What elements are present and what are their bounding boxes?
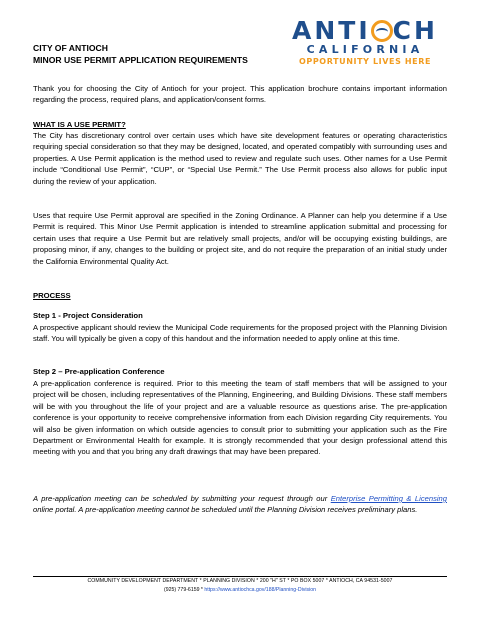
logo-tagline: OPPORTUNITY LIVES HERE	[298, 57, 432, 66]
footer-contact: (925) 779-6159 * https://www.antiochca.gov/188/Planning-Division	[164, 587, 316, 593]
document-header	[33, 42, 248, 66]
intro-paragraph: Thank you for choosing the City of Antioch for your project. This application brochure contains important information regarding the process, required plans, and application/consent forms.	[33, 84, 447, 105]
step1-paragraph: A prospective applicant should review the Municipal Code requirements for the proposed project with the Planning Division staff. You will typically be given a copy of this handout and the information needed to apply online at this time.	[33, 323, 447, 344]
pre-application-note: A pre-application meeting can be scheduled by submitting your request through our Enterprise Permitting & Licensing online portal. A pre-application meeting cannot be scheduled until the Planning Division receives preliminary plans.	[33, 494, 447, 515]
what-is-heading: WHAT IS A USE PERMIT?	[33, 120, 126, 129]
footer-divider	[33, 576, 447, 577]
enterprise-permitting-link[interactable]: Enterprise Permitting & Licensing	[330, 494, 447, 503]
step2-heading: Step 2 – Pre-application Conference	[33, 367, 165, 376]
antioch-logo	[290, 17, 440, 77]
what-is-paragraph-2: Uses that require Use Permit approval are specified in the Zoning Ordinance. A Planner can help you determine if a Use Permit is required. This Minor Use Permit application is intended to streamline application submittal and processing for certain uses that require a Use Permit but are relatively small projects, and/or will be occupying existing buildings, are proposing minor, if any, changes to the building or project site, and do not require the preparation of an initial study under the California Environmental Quality Act.	[33, 211, 447, 266]
logo-california: CALIFORNIA	[306, 43, 424, 56]
header-title: MINOR USE PERMIT APPLICATION REQUIREMENTS	[33, 55, 248, 65]
step1-heading: Step 1 - Project Consideration	[33, 311, 143, 320]
logo-o-icon	[371, 20, 393, 42]
logo-wordmark: ANTI CH	[292, 16, 438, 45]
planning-division-url[interactable]: https://www.antiochca.gov/188/Planning-Division	[204, 587, 316, 593]
what-is-paragraph-1: The City has discretionary control over certain uses which have site development features or operating characteristics requiring special consideration so that they may be designed, located, and operated compatibly with surrounding uses and properties. A Use Permit application is the method used to review and regulate such uses. Other names for a Use Permit include “Conditional Use Permit”, “CUP”, or “Special Use Permit.” The Use Permit process also allows for public input during the review of your application.	[33, 131, 447, 186]
process-heading: PROCESS	[33, 291, 71, 300]
footer-address: COMMUNITY DEVELOPMENT DEPARTMENT * PLANNING DIVISION * 200 "H" ST * PO BOX 5007 * ANTIOCH, CA 94531-5007	[87, 578, 393, 584]
step2-paragraph: A pre-application conference is required. Prior to this meeting the team of staff members that will be assigned to your project will be chosen, including representatives of the Planning, Engineering, and Building Divisions. These staff members will be with you throughout the life of your project and are a valuable resource as questions arise. The pre-application conference is your opportunity to receive comprehensive information from each Division regarding City requirements. You will also be given information on which outside agencies to consult prior to submitting your application such as the Fire Department or Environmental Health for example. It is strongly recommended that your design professional attend this meeting with you and that you bring any draft drawings that may have been prepared.	[33, 379, 447, 457]
header-city: CITY OF ANTIOCH	[33, 43, 108, 53]
